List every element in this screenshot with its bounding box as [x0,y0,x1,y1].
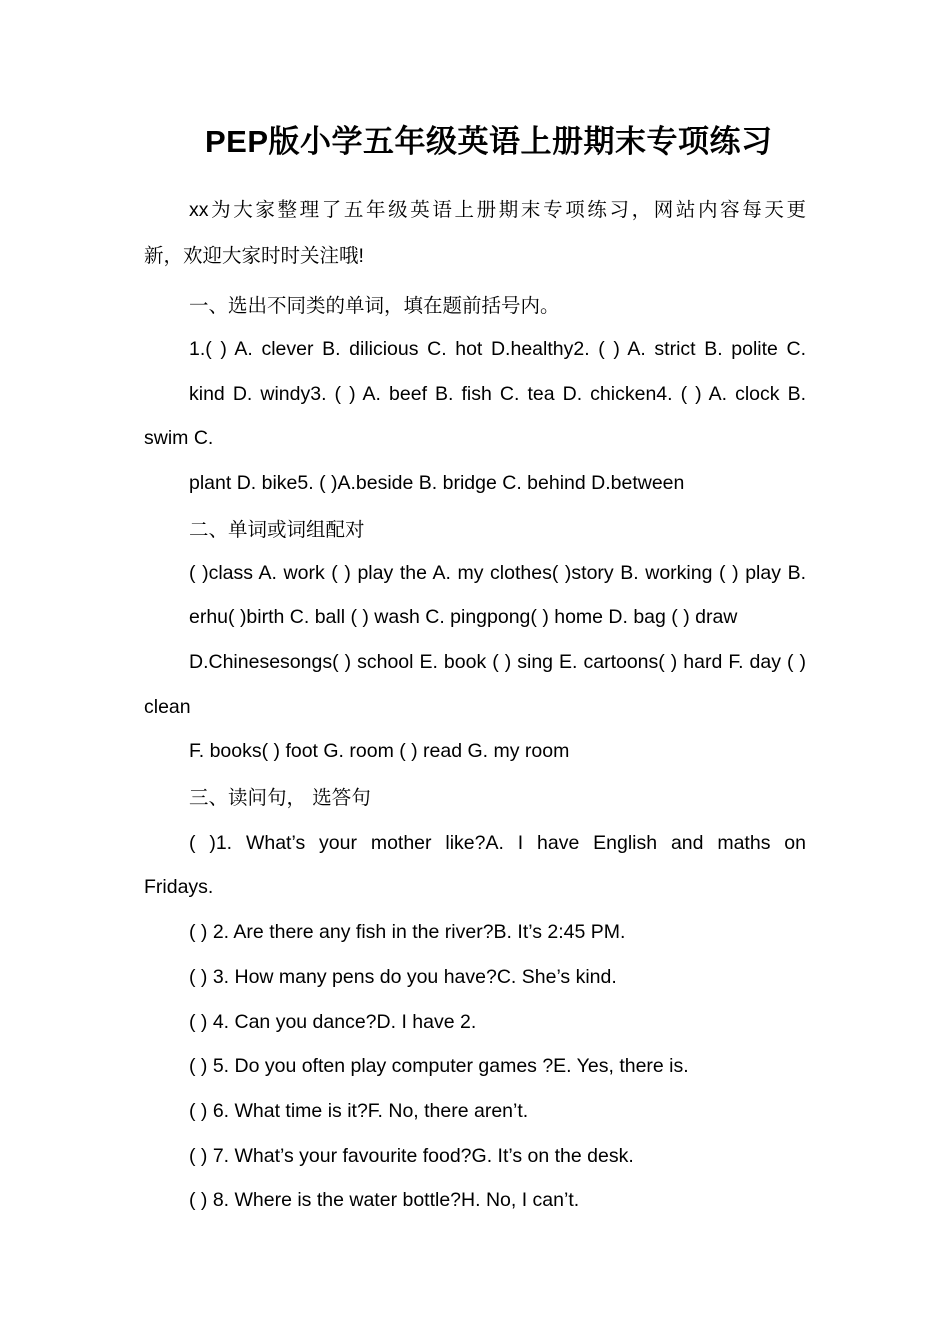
section-1-line: 1.( ) A. clever B. dilicious C. hot D.healthy2. ( ) A. strict B. polite C. [189,338,806,360]
section-2-line: clean [144,696,191,718]
section-3-line: ( ) 5. Do you often play computer games ?E. Yes, there is. [189,1055,689,1077]
section-2-line: erhu( )birth C. ball ( ) wash C. pingpong( ) home D. bag ( ) draw [189,606,738,628]
section-1-line: swim C. [144,427,214,449]
section-1-line: kind D. windy3. ( ) A. beef B. fish C. tea D. chicken4. ( ) A. clock B. [189,383,806,405]
section-3-line: ( )1. What’s your mother like?A. I have English and maths on [189,832,806,854]
section-2-heading: 二、单词或词组配对 [189,518,365,541]
section-2-line: ( )class A. work ( ) play the A. my clothes( )story B. working ( ) play B. [189,562,806,584]
section-2-line: F. books( ) foot G. room ( ) read G. my room [189,740,570,762]
section-3-line: ( ) 3. How many pens do you have?C. She’s kind. [189,966,617,988]
section-1-line: plant D. bike5. ( )A.beside B. bridge C. behind D.between [189,472,685,494]
section-1-heading: 一、选出不同类的单词，填在题前括号内。 [189,294,560,317]
section-3-line: ( ) 8. Where is the water bottle?H. No, I can’t. [189,1189,580,1211]
section-3-line: ( ) 6. What time is it?F. No, there aren’t. [189,1100,529,1122]
section-3-line: ( ) 2. Are there any fish in the river?B. It’s 2:45 PM. [189,921,626,943]
section-3-line: Fridays. [144,876,214,898]
intro-line-1: xx为大家整理了五年级英语上册期末专项练习，网站内容每天更 [189,199,806,221]
section-3-line: ( ) 7. What’s your favourite food?G. It’s on the desk. [189,1145,634,1167]
intro-line-2: 新，欢迎大家时时关注哦! [144,245,364,267]
section-2-line: D.Chinesesongs( ) school E. book ( ) sing E. cartoons( ) hard F. day ( ) [189,651,806,673]
section-3-heading: 三、读问句， 选答句 [189,786,371,809]
section-3-line: ( ) 4. Can you dance?D. I have 2. [189,1011,477,1033]
document-title: PEP版小学五年级英语上册期末专项练习 [205,124,773,159]
